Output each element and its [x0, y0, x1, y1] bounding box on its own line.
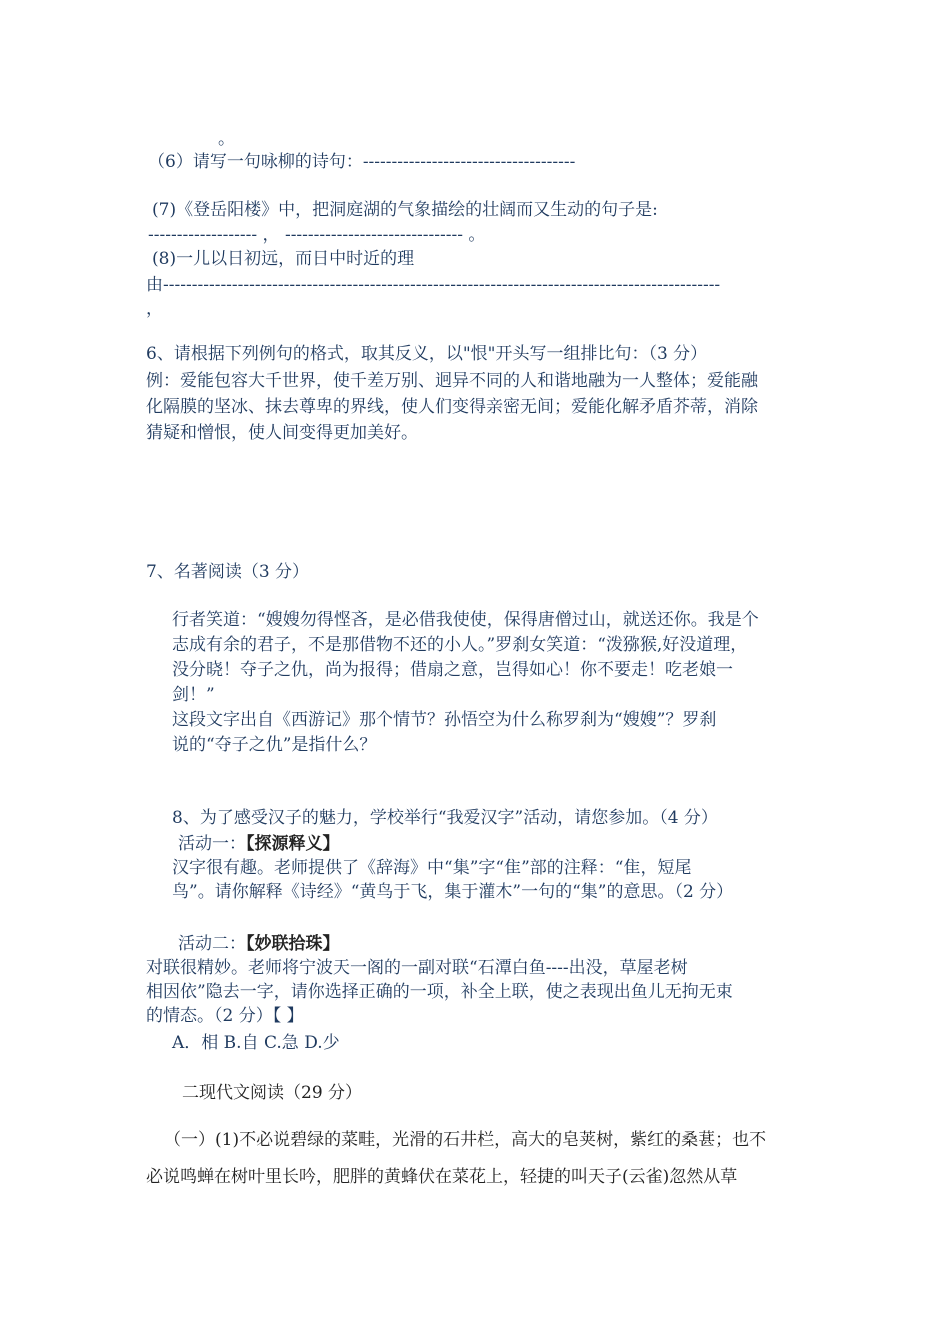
question-5-item-6: （6）请写一句咏柳的诗句：------------------------------------- — [148, 152, 576, 172]
section-2-paragraph-line: （一）(1)不必说碧绿的菜畦，光滑的石井栏，高大的皂荚树，紫红的桑葚；也不 — [164, 1130, 767, 1150]
question-7-passage-line: 志成有余的君子，不是那借物不还的小人。”罗刹女笑道：“泼猕猴,好没道理， — [172, 635, 748, 655]
activity-1-line: 鸟”。请你解释《诗经》“黄鸟于飞，集于灌木”一句的“集”的意思。（2 分） — [172, 882, 734, 902]
activity-2-line: 对联很精妙。老师将宁波天一阁的一副对联“石潭白鱼----出没，草屋老树 — [146, 958, 688, 978]
question-7-passage-line: 剑！” — [172, 685, 215, 705]
question-5-item-8-line-1: (8)一儿以日初远，而日中时近的理 — [152, 249, 415, 269]
answer-options: A．相 B.自 C.急 D.少 — [172, 1033, 340, 1053]
activity-1-heading — [178, 832, 340, 856]
question-6-example-line: 化隔膜的坚冰、抹去尊卑的界线，使人们变得亲密无间；爱能化解矛盾芥蒂，消除 — [146, 397, 758, 417]
question-5-item-8-line-2: 由------------------------------------------------------------------------------------------------- — [146, 275, 721, 295]
trailing-period: 。 — [218, 129, 235, 149]
question-7-passage-line: 没分晓！夺子之仇，尚为报得；借扇之意，岂得如心！你不要走！吃老娘一 — [172, 660, 733, 680]
question-7-title: 7、名著阅读（3 分） — [146, 562, 310, 582]
activity-2-heading — [178, 932, 340, 956]
activity-2-label: 活动二： — [178, 934, 246, 954]
activity-1-line: 汉字很有趣。老师提供了《辞海》中“集”字“隹”部的注释：“隹，短尾 — [172, 858, 692, 878]
question-7-question-line: 这段文字出自《西游记》那个情节？孙悟空为什么称罗刹为“嫂嫂”？罗刹 — [172, 710, 717, 730]
question-5-item-8-line-3: ， — [146, 299, 163, 319]
question-5-item-7-prompt: (7)《登岳阳楼》中，把洞庭湖的气象描绘的壮阔而又生动的句子是: — [152, 200, 658, 220]
activity-1-label: 活动一： — [178, 834, 246, 854]
activity-1-name: 【探源释义】 — [246, 834, 340, 854]
question-6-title: 6、请根据下列例句的格式，取其反义，以"恨"开头写一组排比句：（3 分） — [146, 344, 708, 364]
section-2-title: 二现代文阅读（29 分） — [182, 1083, 363, 1103]
section-2-paragraph-line: 必说鸣蝉在树叶里长吟，肥胖的黄蜂伏在菜花上，轻捷的叫天子(云雀)忽然从草 — [146, 1167, 738, 1187]
question-8-title: 8、为了感受汉子的魅力，学校举行“我爱汉字”活动，请您参加。（4 分） — [172, 808, 718, 828]
question-6-example-line: 猜疑和憎恨，使人间变得更加美好。 — [146, 423, 418, 443]
question-7-question-line: 说的“夺子之仇”是指什么？ — [172, 735, 377, 755]
question-6-example-line: 例：爱能包容大千世界，使千差万别、迥异不同的人和谐地融为一人整体；爱能融 — [146, 371, 758, 391]
activity-2-line: 相因依”隐去一字，请你选择正确的一项，补全上联，使之表现出鱼儿无拘无束 — [146, 982, 733, 1002]
activity-2-name: 【妙联拾珠】 — [246, 934, 340, 954]
question-7-passage-line: 行者笑道：“嫂嫂勿得悭吝，是必借我使使，保得唐僧过山，就送还你。我是个 — [172, 610, 759, 630]
question-5-item-7-blanks: ------------------- ， ------------------------------- 。 — [148, 225, 486, 245]
activity-2-line: 的情态。（2 分）【 】 — [146, 1006, 304, 1026]
